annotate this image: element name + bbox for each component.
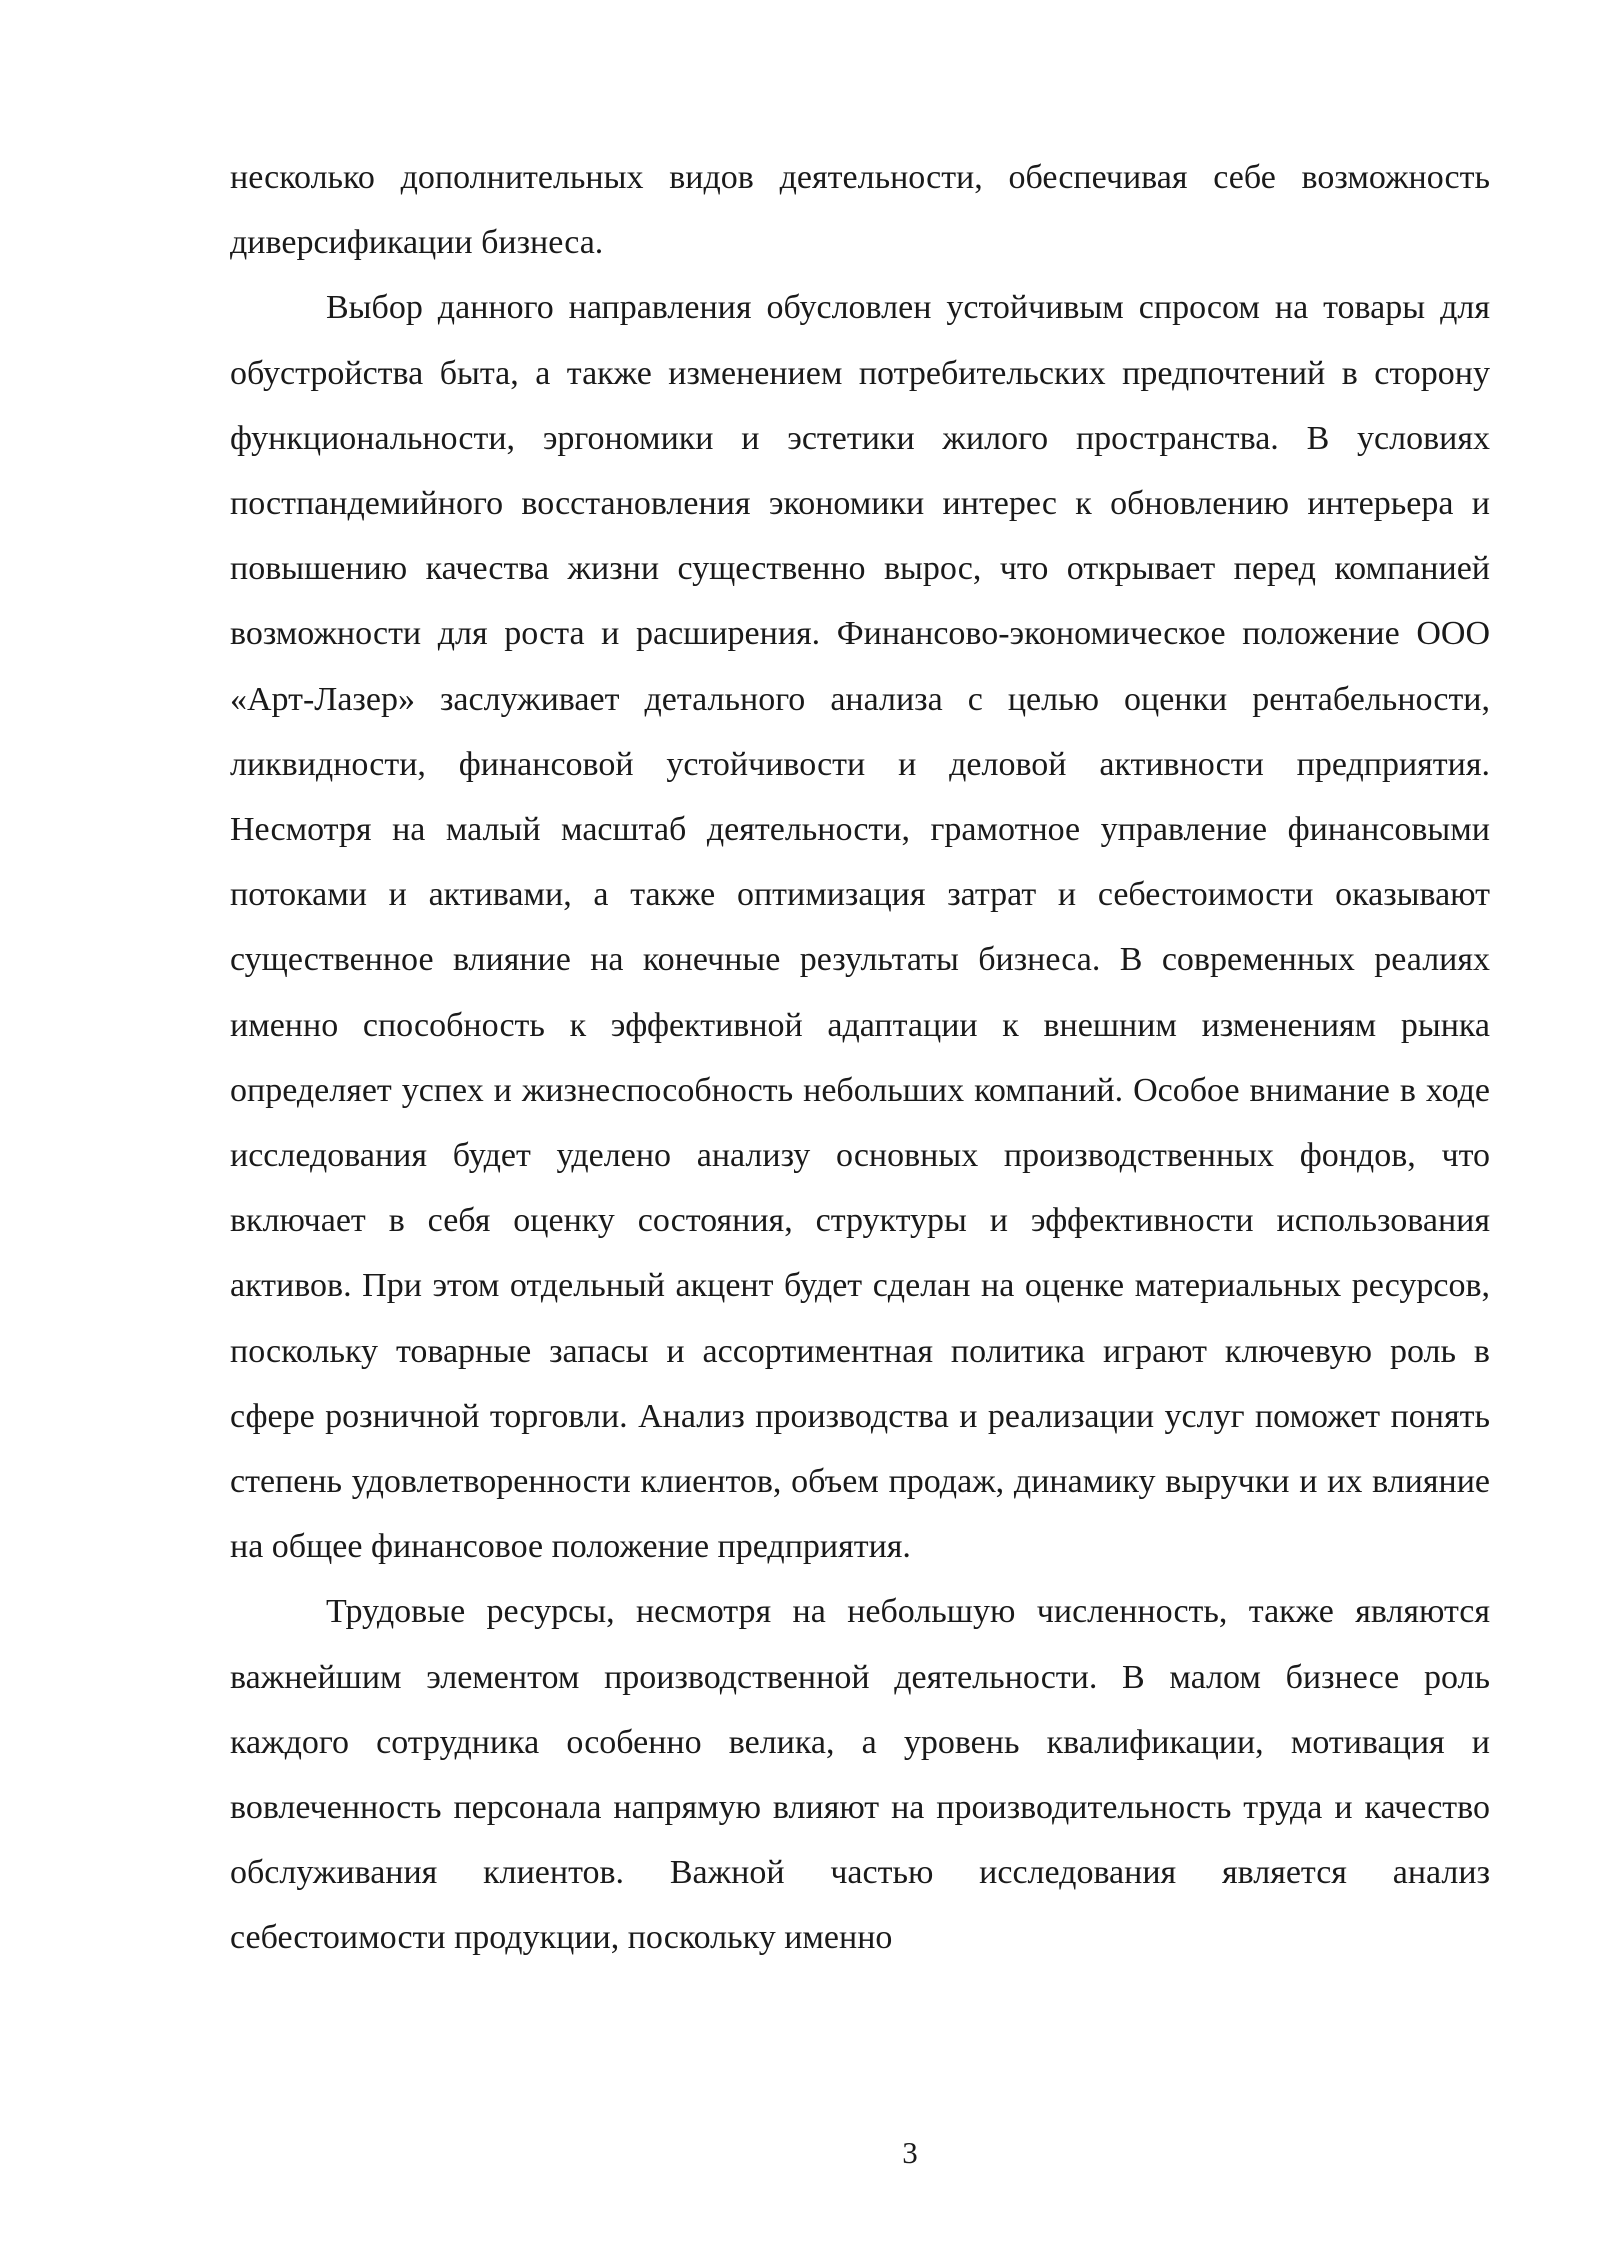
- paragraph-direction-choice: Выбор данного направления обусловлен устойчивым спросом на товары для обустройства быта, а также изменением потребительских предпочтений в сторону функциональности, эргономики и эстетики жилого пространства. В условиях постпандемийного восстановления экономики интерес к обновлению интерьера и повышению качества жизни существенно вырос, что открывает перед компанией возможности для роста и расширения. Финансово-экономическое положение ООО «Арт-Лазер» заслуживает детального анализа с целью оценки рентабельности, ликвидности, финансовой устойчивости и деловой активности предприятия. Несмотря на малый масштаб деятельности, грамотное управление финансовыми потоками и активами, а также оптимизация затрат и себестоимости оказывают существенное влияние на конечные результаты бизнеса. В современных реалиях именно способность к эффективной адаптации к внешним изменениям рынка определяет успех и жизнеспособность небольших компаний. Особое внимание в ходе исследования будет уделено анализу основных производственных фондов, что включает в себя оценку состояния, структуры и эффективности использования активов. При этом отдельный акцент будет сделан на оценке материальных ресурсов, поскольку товарные запасы и ассортиментная политика играют ключевую роль в сфере розничной торговли. Анализ производства и реализации услуг поможет понять степень удовлетворенности клиентов, объем продаж, динамику выручки и их влияние на общее финансовое положение предприятия.: [230, 289, 1490, 1566]
- paragraph-labor-resources: Трудовые ресурсы, несмотря на небольшую численность, также являются важнейшим элементом производственной деятельности. В малом бизнесе роль каждого сотрудника особенно велика, а уровень квалификации, мотивация и вовлеченность персонала напрямую влияют на производительность труда и качество обслуживания клиентов. Важной частью исследования является анализ себестоимости продукции, поскольку именно: [230, 1593, 1490, 1957]
- body-text: [230, 145, 1490, 1971]
- page-number: 3: [902, 2135, 918, 2170]
- paragraph-continuation: несколько дополнительных видов деятельности, обеспечивая себе возможность диверсификации бизнеса.: [230, 159, 1490, 262]
